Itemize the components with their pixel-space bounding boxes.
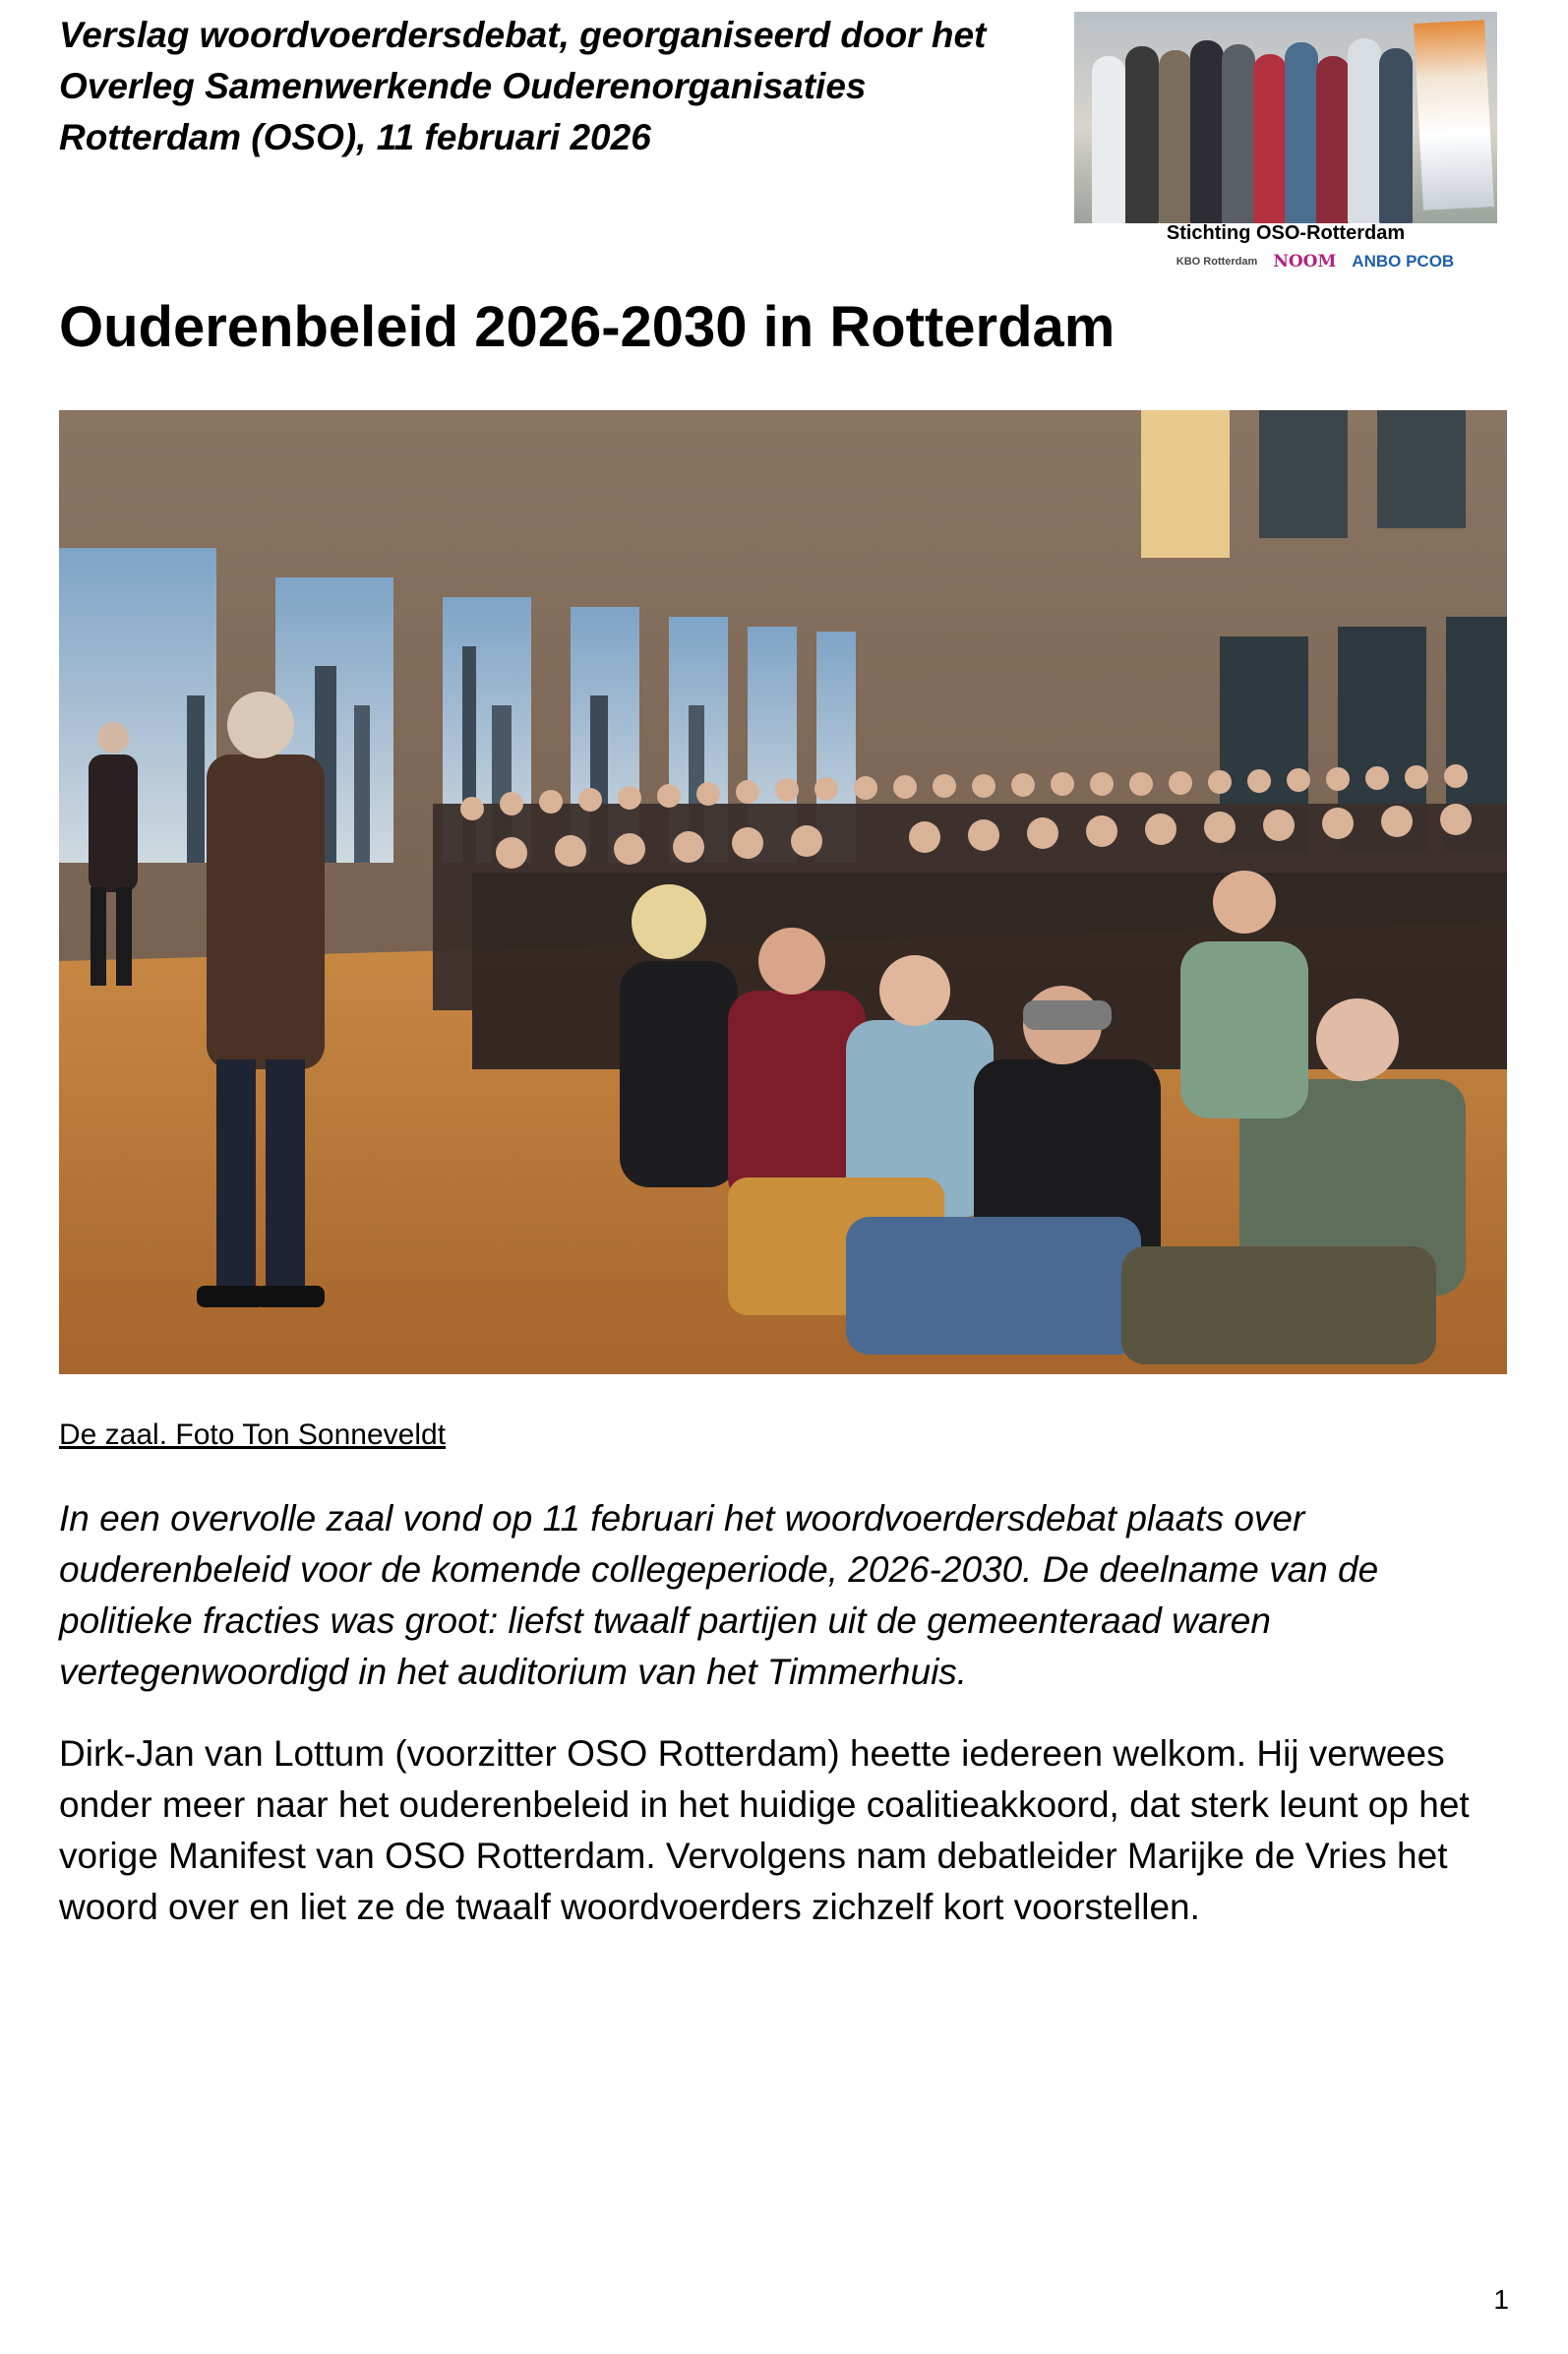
person-figure [1125, 46, 1159, 223]
oso-group-photo [1074, 12, 1497, 223]
person-figure [1253, 54, 1287, 223]
oso-banner-image [1414, 20, 1494, 211]
noom-logo: NOOM [1273, 252, 1337, 272]
article-title: Ouderenbeleid 2026-2030 in Rotterdam [59, 295, 1116, 359]
anbo-pcob-logo: ANBO PCOB [1352, 252, 1455, 271]
page-number: 1 [1493, 2284, 1509, 2315]
intro-paragraph: In een overvolle zaal vond op 11 februari het woordvoerdersdebat plaats over ouderenbeleid voor de komende collegeperiode, 2026-2030. De deelname van de politieke fracties was groot: liefst twaalf partijen uit de gemeenteraad waren vertegenwoordigd in het auditorium van het Timmerhuis. [59, 1498, 1379, 1692]
audience-photo-illustration [59, 410, 1507, 1374]
person-figure [1348, 38, 1381, 223]
oso-logo-caption: Stichting OSO-Rotterdam [1166, 222, 1406, 244]
body-paragraph: Dirk-Jan van Lottum (voorzitter OSO Rotterdam) heette iedereen welkom. Hij verwees onder meer naar het ouderenbeleid in het huidige coalitieakkoord, dat sterk leunt op het vorige Manifest van OSO Rotterdam. Vervolgens nam debatleider Marijke de Vries het woord over en liet ze de twaalf woordvoerders zichzelf kort voorstellen. [59, 1733, 1470, 1927]
person-figure [1190, 40, 1224, 223]
report-header-title: Verslag woordvoerdersdebat, georganiseerd door het Overleg Samenwerkende Ouderenorganisaties Rotterdam (OSO), 11 februari 2026 [59, 15, 987, 157]
person-figure [1316, 56, 1350, 223]
partner-org-logos [1153, 250, 1478, 273]
oso-logo-block [1074, 12, 1497, 275]
kbo-logo: KBO Rotterdam [1176, 256, 1258, 268]
person-figure [1285, 42, 1318, 223]
person-figure [1092, 56, 1125, 223]
photo-caption: De zaal. Foto Ton Sonneveldt [59, 1418, 447, 1451]
person-figure [1379, 48, 1413, 223]
audience-photo [59, 410, 1507, 1374]
person-figure [1159, 50, 1192, 223]
person-figure [1222, 44, 1255, 223]
